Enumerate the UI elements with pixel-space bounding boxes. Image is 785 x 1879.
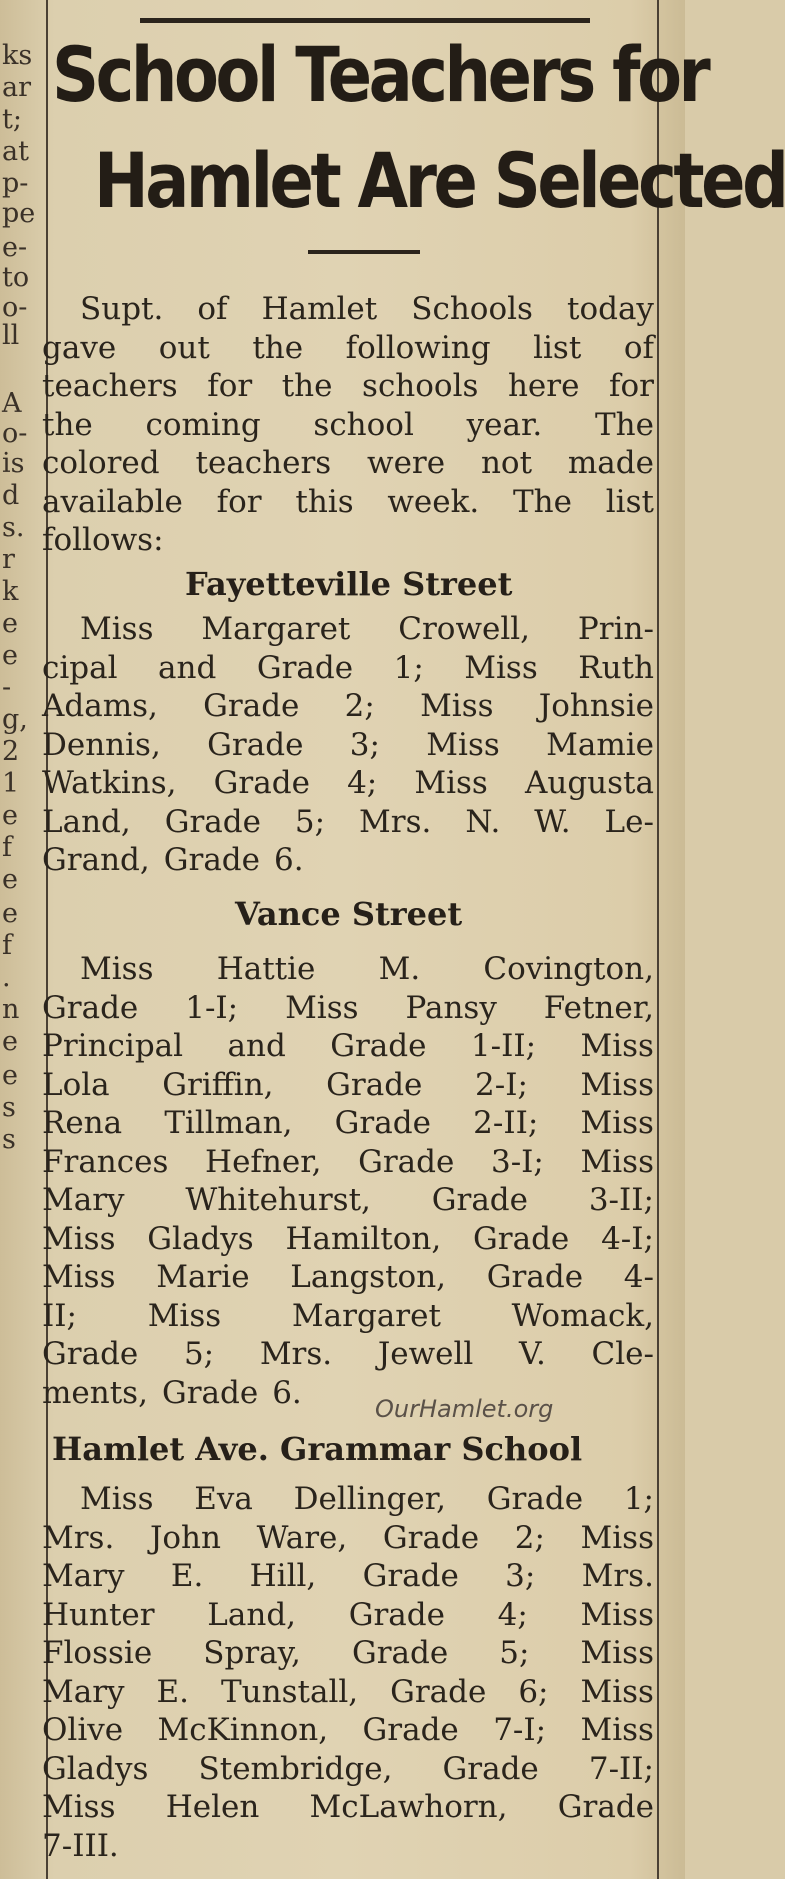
word: Whitehurst, — [185, 1182, 371, 1218]
word: and — [227, 1028, 286, 1064]
word: Augusta — [524, 765, 654, 801]
word: Grand, — [42, 842, 150, 878]
word: Miss — [80, 1481, 154, 1517]
word: here — [507, 368, 580, 404]
word: 2-II; — [473, 1105, 539, 1141]
text-line — [42, 841, 654, 880]
text-line — [42, 726, 654, 765]
top-rule — [140, 18, 590, 23]
word: 7-I; — [493, 1712, 547, 1748]
word: list — [533, 329, 582, 366]
word: 3-I; — [490, 1143, 544, 1180]
word: 6. — [272, 1374, 302, 1411]
text-line — [42, 290, 654, 329]
section-heading: Hamlet Ave. Grammar School — [52, 1430, 583, 1468]
word: the — [42, 406, 93, 443]
text-line — [42, 1027, 654, 1066]
left-column-fragment: f — [2, 832, 12, 863]
word: The — [594, 406, 654, 443]
word: of — [623, 329, 654, 366]
word: the — [252, 329, 304, 366]
text-line — [42, 1673, 654, 1712]
word: Hunter — [42, 1596, 155, 1633]
word: Miss — [580, 1143, 654, 1180]
left-column-fragment: e — [2, 1026, 18, 1057]
left-column-fragment: n — [2, 994, 20, 1025]
left-column-fragment: ar — [2, 72, 32, 103]
word: Gladys — [42, 1750, 149, 1787]
word: Jewell — [377, 1336, 474, 1372]
word: Hill, — [249, 1558, 317, 1594]
word: Hefner, — [205, 1143, 322, 1180]
word: were — [367, 445, 446, 481]
word: 1-II; — [470, 1028, 537, 1064]
word: list — [605, 483, 654, 520]
word: ments, — [42, 1374, 148, 1411]
word: made — [567, 445, 654, 481]
word: of — [197, 291, 228, 327]
word: available — [42, 483, 183, 520]
word: Griffin, — [162, 1066, 274, 1103]
word: Miss — [580, 1028, 654, 1064]
word: Grade — [161, 1374, 259, 1411]
word: Stembridge, — [198, 1750, 393, 1787]
text-line — [42, 329, 654, 368]
word: Grade — [163, 842, 260, 878]
word: Miss — [580, 1596, 654, 1633]
word: Womack, — [511, 1297, 654, 1334]
word: 4; — [497, 1596, 528, 1633]
word: Land, — [207, 1596, 297, 1633]
left-column-fragment: e- — [2, 232, 28, 263]
left-column-fragment: ks — [2, 40, 33, 71]
text-line — [42, 1143, 654, 1182]
word: Schools — [411, 291, 533, 327]
word: The — [513, 483, 572, 520]
text-line — [42, 483, 654, 522]
word: Grade — [442, 1750, 539, 1787]
word: gave — [42, 329, 117, 366]
word: 6. — [274, 842, 304, 878]
left-column-fragment: to — [2, 262, 30, 293]
left-column-fragment: 2 — [2, 736, 20, 767]
left-column-fragment: k — [2, 576, 19, 607]
word: Mrs. — [42, 1519, 115, 1556]
left-column-fragment: e — [2, 864, 18, 895]
section-heading: Fayetteville Street — [185, 565, 513, 603]
word: for — [207, 368, 253, 404]
word: not — [480, 445, 533, 481]
word: Grade — [42, 1336, 139, 1372]
word: schools — [362, 368, 479, 404]
word: Langston, — [290, 1259, 447, 1295]
word: Miss — [580, 1673, 654, 1710]
word: 1; — [623, 1481, 654, 1517]
word: Fetner, — [543, 989, 654, 1026]
word: Johnsie — [538, 688, 654, 724]
paragraph — [42, 1480, 654, 1865]
word: E. — [170, 1558, 204, 1594]
word: Miss — [147, 1297, 222, 1334]
word: Mary — [42, 1558, 125, 1594]
word: 7-II; — [588, 1750, 654, 1787]
text-line — [42, 367, 654, 406]
text-line — [42, 1297, 654, 1336]
word: E. — [156, 1673, 190, 1710]
word: 2-I; — [475, 1066, 528, 1103]
left-column-fragment: is — [2, 448, 25, 479]
word: Hamlet — [261, 291, 378, 327]
text-line — [42, 649, 654, 688]
text-line — [42, 521, 654, 560]
word: for — [216, 483, 262, 520]
word: and — [158, 649, 217, 686]
adjacent-column-right — [657, 0, 685, 1879]
word: Grade — [557, 1789, 654, 1825]
left-column-fragment: t; — [2, 104, 22, 135]
word: year. — [466, 406, 543, 443]
word: Supt. — [80, 291, 164, 327]
word: Dellinger, — [293, 1481, 447, 1517]
text-line — [42, 1181, 654, 1220]
word: for — [608, 368, 654, 404]
section-heading: Vance Street — [235, 895, 463, 933]
word: Miss — [580, 1635, 654, 1671]
word: 1; — [393, 649, 424, 686]
word: Margaret — [201, 611, 351, 647]
paragraph — [42, 290, 654, 560]
word: W. — [534, 803, 571, 840]
left-column-fragment: 1 — [2, 768, 20, 799]
word: out — [158, 329, 210, 366]
left-column-fragment: e — [2, 608, 18, 639]
word: Miss — [80, 951, 154, 987]
word: Grade — [203, 688, 300, 724]
word: Hamilton, — [285, 1220, 442, 1257]
word: Pansy — [405, 989, 497, 1026]
watermark: OurHamlet.org — [375, 1395, 554, 1423]
word: Mary — [42, 1182, 125, 1218]
word: Covington, — [483, 951, 654, 987]
word: 6; — [518, 1673, 549, 1710]
word: John — [149, 1519, 221, 1556]
word: 7-III. — [42, 1827, 119, 1864]
word: Grade — [256, 649, 354, 686]
word: Grade — [382, 1519, 480, 1556]
text-line — [42, 1750, 654, 1789]
text-line — [42, 1220, 654, 1259]
word: Miss — [580, 1105, 654, 1141]
text-line — [42, 1827, 654, 1866]
word: Crowell, — [398, 611, 531, 647]
text-line — [42, 1596, 654, 1635]
word: Grade — [348, 1596, 445, 1633]
text-line — [42, 764, 654, 803]
text-line — [42, 1104, 654, 1143]
word: 2; — [514, 1519, 545, 1556]
text-line — [42, 1335, 654, 1374]
word: Miss — [414, 765, 488, 801]
word: Mrs. — [259, 1336, 333, 1372]
word: Miss — [580, 1519, 654, 1556]
text-line — [42, 1258, 654, 1297]
word: Margaret — [291, 1297, 441, 1334]
word: Grade — [390, 1673, 487, 1710]
text-line — [42, 610, 654, 649]
word: Ruth — [578, 649, 654, 686]
word: 3; — [505, 1558, 536, 1594]
word: Grade — [431, 1182, 528, 1218]
left-column-fragment: s — [2, 1092, 16, 1123]
word: Spray, — [203, 1635, 301, 1671]
left-column-fragment: s. — [2, 512, 25, 543]
left-column-fragment: e — [2, 800, 18, 831]
word: Grade — [330, 1028, 427, 1064]
left-column-fragment: o- — [2, 292, 28, 323]
word: Grade — [42, 989, 139, 1026]
word: McLawhorn, — [309, 1789, 508, 1825]
word: Grade — [473, 1220, 570, 1257]
left-column-fragment: d — [2, 480, 20, 511]
word: Miss — [426, 726, 500, 763]
left-column-fragment: ll — [2, 320, 20, 351]
word: Marie — [156, 1259, 250, 1295]
word: Eva — [194, 1481, 253, 1517]
left-column-fragment: e — [2, 640, 18, 671]
word: Prin- — [577, 611, 654, 647]
word: teachers — [195, 445, 332, 481]
word: 1-I; — [185, 989, 239, 1026]
word: II; — [42, 1297, 77, 1334]
word: Gladys — [147, 1220, 254, 1257]
word: Mary — [42, 1673, 125, 1710]
left-column-fragment: A — [2, 388, 22, 419]
text-line — [42, 444, 654, 483]
word: Flossie — [42, 1635, 153, 1671]
headline-line-2: Hamlet Are Selected — [94, 136, 785, 225]
word: Hattie — [216, 951, 316, 987]
word: 5; — [183, 1336, 215, 1372]
left-column-fragment: p- — [2, 168, 29, 199]
left-column-fragment: g, — [2, 704, 28, 735]
word: Olive — [42, 1712, 124, 1748]
word: Frances — [42, 1143, 169, 1180]
text-line — [42, 1788, 654, 1827]
word: coming — [145, 406, 261, 443]
word: Mamie — [546, 726, 654, 763]
word: Grade — [326, 1066, 423, 1103]
left-column-fragment: s — [2, 1124, 16, 1155]
word: Grade — [334, 1105, 431, 1141]
left-column-fragment: f — [2, 930, 12, 961]
word: M. — [378, 951, 421, 987]
word: 3; — [349, 726, 380, 763]
word: Lola — [42, 1066, 110, 1103]
word: Miss — [464, 649, 538, 686]
text-line — [42, 1066, 654, 1105]
word: the — [281, 368, 333, 404]
text-line — [42, 989, 654, 1028]
word: 4-I; — [601, 1220, 654, 1257]
left-column-fragment: e — [2, 1060, 18, 1091]
text-line — [42, 950, 654, 989]
text-line — [42, 1519, 654, 1558]
word: cipal — [42, 649, 118, 686]
word: colored — [42, 445, 160, 481]
text-line — [42, 1374, 654, 1413]
word: Grade — [351, 1635, 449, 1671]
word: Miss — [42, 1259, 116, 1295]
word: Cle- — [591, 1336, 654, 1372]
adjacent-column-left — [0, 0, 48, 1879]
word: Grade — [486, 1259, 584, 1295]
word: Miss — [420, 688, 494, 724]
word: Adams, — [42, 688, 158, 724]
word: teachers — [42, 368, 178, 404]
word: Le- — [604, 803, 654, 840]
word: Ware, — [256, 1519, 348, 1556]
word: this — [295, 483, 354, 520]
word: Watkins, — [42, 765, 177, 801]
word: Helen — [165, 1789, 260, 1825]
word: Grade — [213, 765, 310, 801]
word: V. — [519, 1336, 546, 1372]
word: Miss — [285, 989, 359, 1026]
text-line — [42, 803, 654, 842]
left-column-fragment: r — [2, 544, 15, 575]
word: 4- — [623, 1259, 654, 1295]
word: Miss — [580, 1712, 654, 1748]
word: Rena — [42, 1105, 123, 1141]
left-column-fragment: e — [2, 898, 18, 929]
word: Grade — [207, 726, 304, 763]
left-column-fragment: pe — [2, 198, 36, 229]
left-column-fragment: at — [2, 136, 29, 167]
word: Grade — [358, 1143, 455, 1180]
word: school — [313, 406, 414, 443]
word: Principal — [42, 1028, 184, 1064]
text-line — [42, 1711, 654, 1750]
word: today — [566, 291, 654, 327]
word: Grade — [362, 1558, 459, 1594]
word: Miss — [42, 1789, 116, 1825]
word: 5; — [294, 803, 326, 840]
text-line — [42, 1480, 654, 1519]
word: McKinnon, — [157, 1712, 329, 1748]
word: N. — [465, 803, 501, 840]
left-column-fragment: - — [2, 672, 12, 703]
word: Miss — [80, 611, 154, 647]
headline-divider — [308, 250, 420, 254]
word: Tunstall, — [220, 1673, 359, 1710]
word: Grade — [164, 803, 261, 840]
word: Dennis, — [42, 726, 161, 763]
text-line — [42, 406, 654, 445]
paragraph — [42, 950, 654, 1412]
left-column-fragment: . — [2, 962, 11, 993]
word: Mrs. — [581, 1558, 654, 1594]
word: 2; — [344, 688, 375, 724]
word: follows: — [42, 522, 164, 558]
text-line — [42, 687, 654, 726]
word: Tillman, — [164, 1105, 293, 1141]
left-column-fragment: o- — [2, 418, 28, 449]
word: Miss — [42, 1220, 116, 1257]
word: Mrs. — [359, 803, 432, 840]
word: 5; — [499, 1635, 530, 1671]
word: Land, — [42, 803, 131, 840]
text-line — [42, 1557, 654, 1596]
word: 4; — [347, 765, 378, 801]
text-line — [42, 1634, 654, 1673]
word: Grade — [362, 1712, 459, 1748]
word: 3-II; — [588, 1182, 654, 1218]
word: Miss — [580, 1066, 654, 1103]
headline-line-1: School Teachers for — [52, 30, 708, 119]
word: following — [345, 329, 491, 366]
word: week. — [387, 483, 480, 520]
paragraph — [42, 610, 654, 880]
word: Grade — [486, 1481, 584, 1517]
